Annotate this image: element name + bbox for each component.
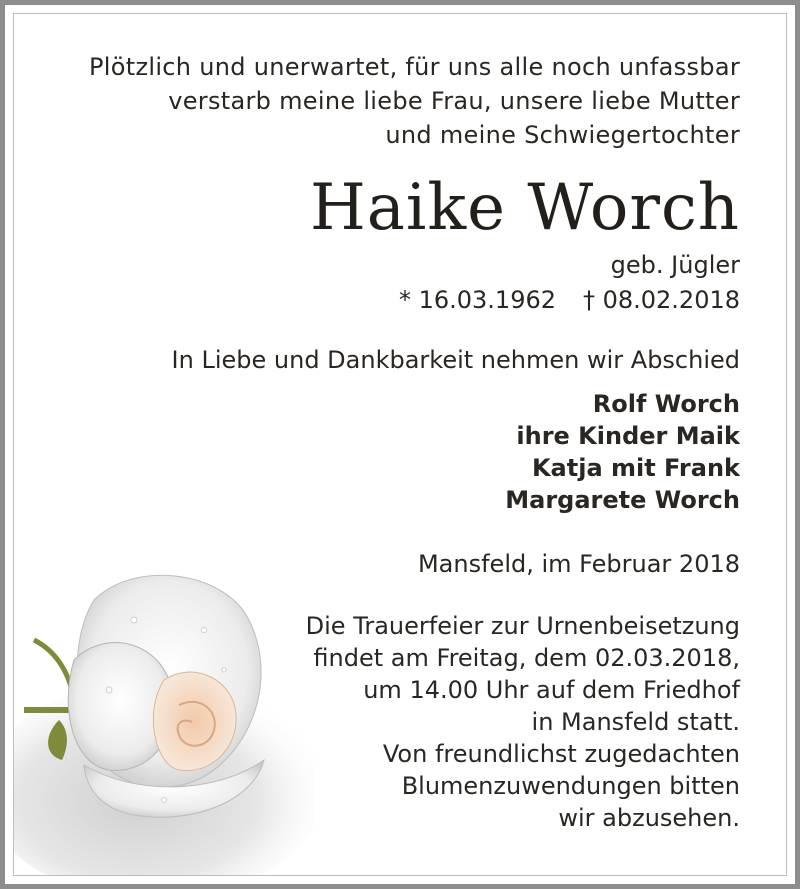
- intro-text: [89, 50, 740, 152]
- deceased-name: Haike Worch: [309, 171, 740, 245]
- ceremony-line: findet am Freitag, dem 02.03.2018,: [313, 644, 740, 672]
- mourner-name: ihre Kinder Maik: [516, 422, 740, 450]
- mourner-name: Margarete Worch: [505, 486, 740, 514]
- intro-line: und meine Schwiegertochter: [385, 121, 740, 149]
- born-name: geb. Jügler: [610, 251, 740, 279]
- ceremony-line: um 14.00 Uhr auf dem Friedhof: [363, 676, 740, 704]
- ceremony-info: [306, 610, 740, 834]
- mourner-name: Rolf Worch: [592, 390, 740, 418]
- ceremony-line: wir abzusehen.: [558, 804, 740, 832]
- farewell-text: In Liebe und Dankbarkeit nehmen wir Abschied: [171, 346, 740, 374]
- ceremony-line: Blumenzuwendungen bitten: [401, 772, 740, 800]
- intro-line: Plötzlich und unerwartet, für uns alle noch unfassbar: [89, 53, 740, 81]
- place-date: Mansfeld, im Februar 2018: [417, 550, 740, 578]
- intro-line: verstarb meine liebe Frau, unsere liebe Mutter: [168, 87, 740, 115]
- ceremony-line: Die Trauerfeier zur Urnenbeisetzung: [305, 612, 740, 640]
- white-rose-icon: [14, 560, 314, 875]
- ceremony-line: in Mansfeld statt.: [531, 708, 740, 736]
- birth-date: * 16.03.1962: [398, 286, 556, 314]
- death-date: † 08.02.2018: [582, 286, 740, 314]
- mourners-list: [505, 388, 740, 516]
- ceremony-line: Von freundlichst zugedachten: [382, 740, 740, 768]
- mourner-name: Katja mit Frank: [531, 454, 740, 482]
